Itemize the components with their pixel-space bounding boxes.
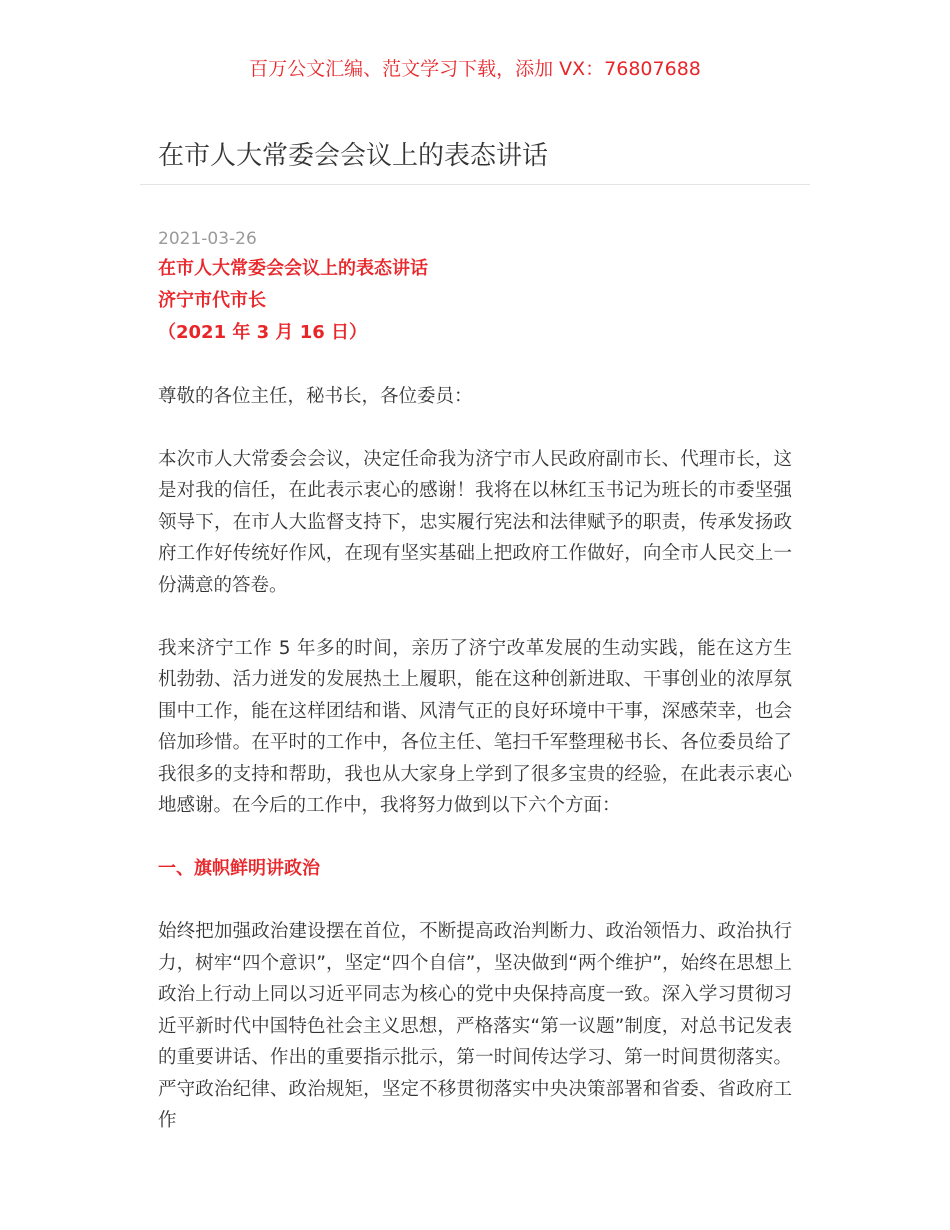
spacer bbox=[158, 885, 792, 917]
section-paragraph: 始终把加强政治建设摆在首位，不断提高政治判断力、政治领悟力、政治执行力，树牢“四个意识”，坚定“四个自信”，坚决做到“两个维护”，始终在思想上政治上行动上同以习近平同志为核心的党中央保持高度一致。深入学习贯彻习近平新时代中国特色社会主义思想，严格落实“第一议题”制度，对总书记发表的重要讲话、作出的重要指示批示，第一时间传达学习、第一时间贯彻落实。严守政治纪律、政治规矩，坚定不移贯彻落实中央决策部署和省委、省政府工作 bbox=[158, 921, 792, 1131]
spacer bbox=[158, 601, 792, 633]
spacer bbox=[158, 349, 792, 381]
section-heading: 一、旗帜鲜明讲政治 bbox=[158, 858, 320, 879]
download-banner: 百万公文汇编、范文学习下载，添加 VX：76807688 bbox=[249, 58, 701, 80]
publish-date: 2021-03-26 bbox=[158, 229, 257, 249]
title-divider bbox=[140, 184, 810, 185]
body-paragraph: 我来济宁工作 5 年多的时间，亲历了济宁改革发展的生动实践，能在这方生机勃勃、活力迸发的发展热土上履职，能在这种创新进取、干事创业的浓厚氛围中工作，能在这样团结和谐、风清气正的良好环境中干事，深感荣幸，也会倍加珍惜。在平时的工作中，各位主任、笔扫千军整理秘书长、各位委员给了我很多的支持和帮助，我也从大家身上学到了很多宝贵的经验，在此表示衷心地感谢。在今后的工作中，我将努力做到以下六个方面： bbox=[158, 637, 792, 816]
spacer bbox=[158, 412, 792, 444]
speaker-line: 济宁市代市长 bbox=[158, 290, 266, 311]
body-paragraph: 本次市人大常委会会议，决定任命我为济宁市人民政府副市长、代理市长，这是对我的信任，在此表示衷心的感谢！我将在以林红玉书记为班长的市委坚强领导下，在市人大监督支持下，忠实履行宪法和法律赋予的职责，传承发扬政府工作好传统好作风，在现有坚实基础上把政府工作做好，向全市人民交上一份满意的答卷。 bbox=[158, 448, 792, 596]
speech-date-line: （2021 年 3 月 16 日） bbox=[158, 322, 368, 343]
article-body bbox=[158, 225, 792, 1137]
salutation: 尊敬的各位主任，秘书长，各位委员： bbox=[158, 385, 473, 407]
article-title: 在市人大常委会会议上的表态讲话 bbox=[158, 141, 549, 171]
speech-title-line: 在市人大常委会会议上的表态讲话 bbox=[158, 258, 428, 279]
spacer bbox=[158, 822, 792, 854]
